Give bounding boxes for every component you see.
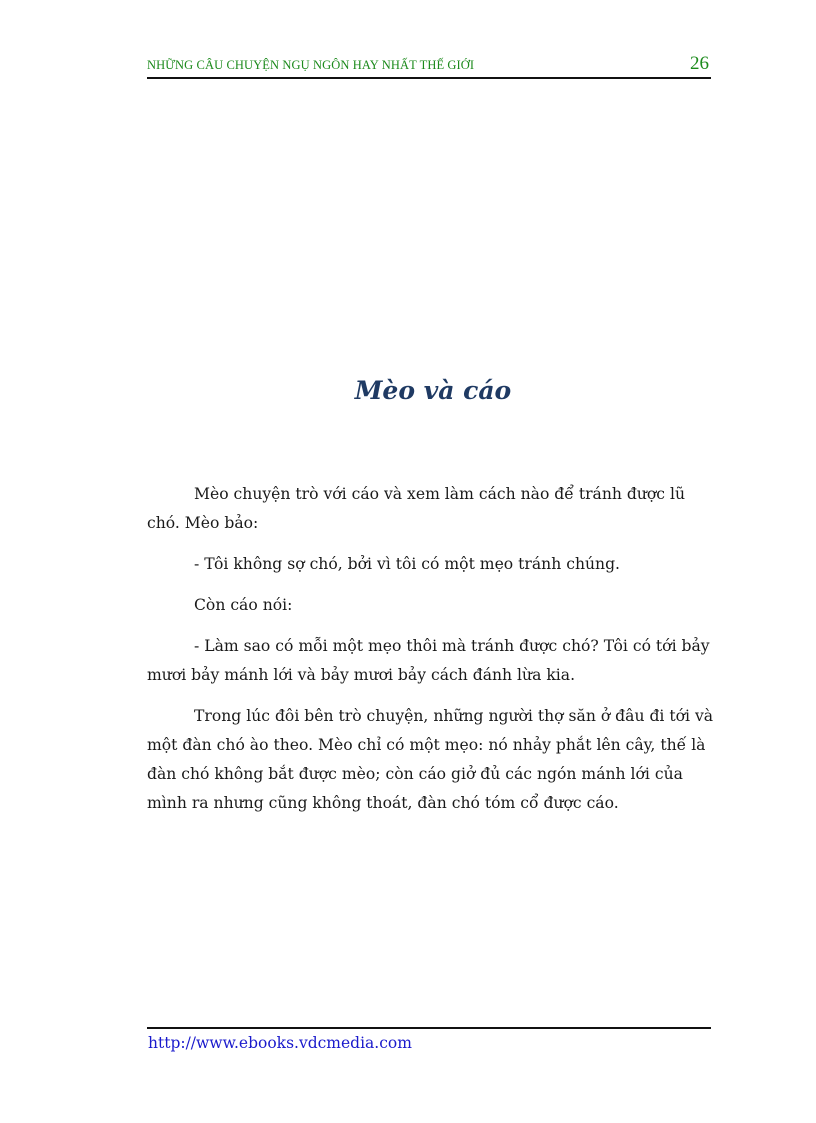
footer-website-link[interactable]: http://www.ebooks.vdcmedia.com	[148, 1034, 412, 1052]
story-title: Mèo và cáo	[354, 376, 512, 405]
paragraph: Còn cáo nói:	[194, 596, 293, 614]
story-body	[147, 480, 715, 830]
page-number: 26	[690, 53, 709, 74]
paragraph: Mèo chuyện trò với cáo và xem làm cách nào để tránh được lũ chó. Mèo bảo:	[147, 485, 686, 532]
book-title: NHỮNG CÂU CHUYỆN NGỤ NGÔN HAY NHẤT THẾ GIỚI	[147, 58, 475, 72]
paragraph: - Làm sao có mỗi một mẹo thôi mà tránh được chó? Tôi có tới bảy mươi bảy mánh lới và bảy mươi bảy cách đánh lừa kia.	[147, 637, 710, 684]
footer-divider	[147, 1027, 711, 1029]
paragraph: - Tôi không sợ chó, bởi vì tôi có một mẹo tránh chúng.	[194, 555, 621, 573]
page-header	[147, 52, 711, 79]
paragraph: Trong lúc đôi bên trò chuyện, những người thợ săn ở đâu đi tới và một đàn chó ào theo. Mèo chỉ có một mẹo: nó nhảy phắt lên cây, thế là đàn chó không bắt được mèo; còn cáo giở đủ các ngón mánh lới của mình ra nhưng cũng không thoát, đàn chó tóm cổ được cáo.	[147, 707, 714, 812]
